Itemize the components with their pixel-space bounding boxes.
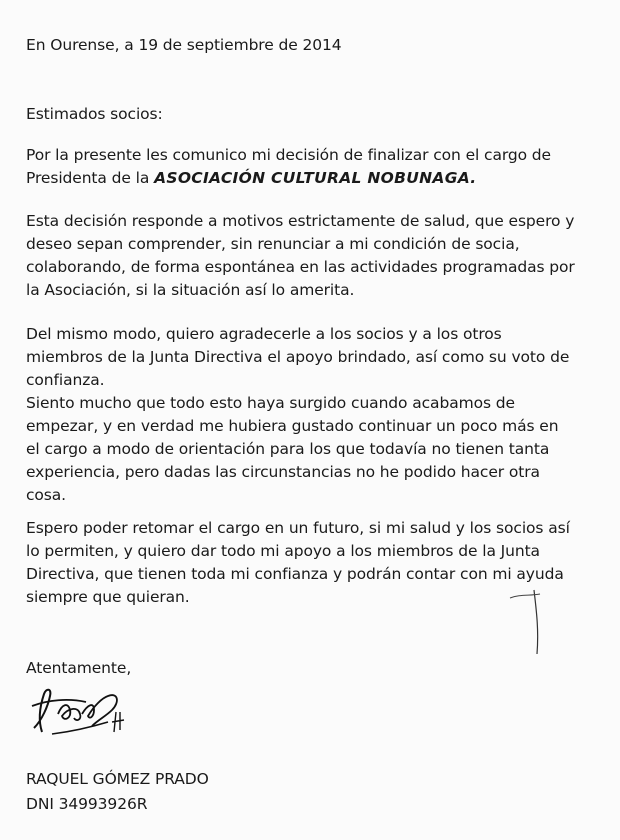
paragraph-3-line: Siento mucho que todo esto haya surgido cuando acabamos de xyxy=(26,394,515,412)
paragraph-3-line: confianza. xyxy=(26,371,105,389)
paragraph-2-line: deseo sepan comprender, sin renunciar a mi condición de socia, xyxy=(26,235,520,253)
paragraph-3-line: experiencia, pero dadas las circunstancias no he podido hacer otra xyxy=(26,463,540,481)
closing: Atentamente, xyxy=(26,659,132,677)
paragraph-4-line: Directiva, que tienen toda mi confianza y podrán contar con mi ayuda xyxy=(26,565,564,583)
place-date: En Ourense, a 19 de septiembre de 2014 xyxy=(26,36,342,54)
paragraph-3-line: Del mismo modo, quiero agradecerle a los socios y a los otros xyxy=(26,325,502,343)
paragraph-4-line: lo permiten, y quiero dar todo mi apoyo a los miembros de la Junta xyxy=(26,542,540,560)
pen-mark xyxy=(506,588,546,658)
paragraph-3-line: miembros de la Junta Directiva el apoyo brindado, así como su voto de xyxy=(26,348,570,366)
paragraph-3-line: el cargo a modo de orientación para los que todavía no tienen tanta xyxy=(26,440,550,458)
paragraph-3 xyxy=(26,323,601,507)
paragraph-1-prefix: Presidenta de la xyxy=(26,169,155,187)
handwritten-signature xyxy=(28,676,138,740)
organization-name: ASOCIACIÓN CULTURAL NOBUNAGA. xyxy=(154,169,477,187)
paragraph-4-line: Espero poder retomar el cargo en un futuro, si mi salud y los socios así xyxy=(26,519,570,537)
signer-name: RAQUEL GÓMEZ PRADO xyxy=(26,770,209,788)
paragraph-2-line: colaborando, de forma espontánea en las actividades programadas por xyxy=(26,258,575,276)
greeting: Estimados socios: xyxy=(26,105,163,123)
paragraph-1-line xyxy=(26,167,601,190)
paragraph-3-line: cosa. xyxy=(26,486,67,504)
paragraph-1 xyxy=(26,144,601,190)
paragraph-2-line: Esta decisión responde a motivos estrictamente de salud, que espero y xyxy=(26,212,575,230)
paragraph-2-line: la Asociación, si la situación así lo amerita. xyxy=(26,281,355,299)
signer-id: DNI 34993926R xyxy=(26,795,148,813)
paragraph-2 xyxy=(26,210,601,302)
paragraph-1-line: Por la presente les comunico mi decisión de finalizar con el cargo de xyxy=(26,146,551,164)
paragraph-4-line: siempre que quieran. xyxy=(26,588,190,606)
paragraph-3-line: empezar, y en verdad me hubiera gustado continuar un poco más en xyxy=(26,417,559,435)
